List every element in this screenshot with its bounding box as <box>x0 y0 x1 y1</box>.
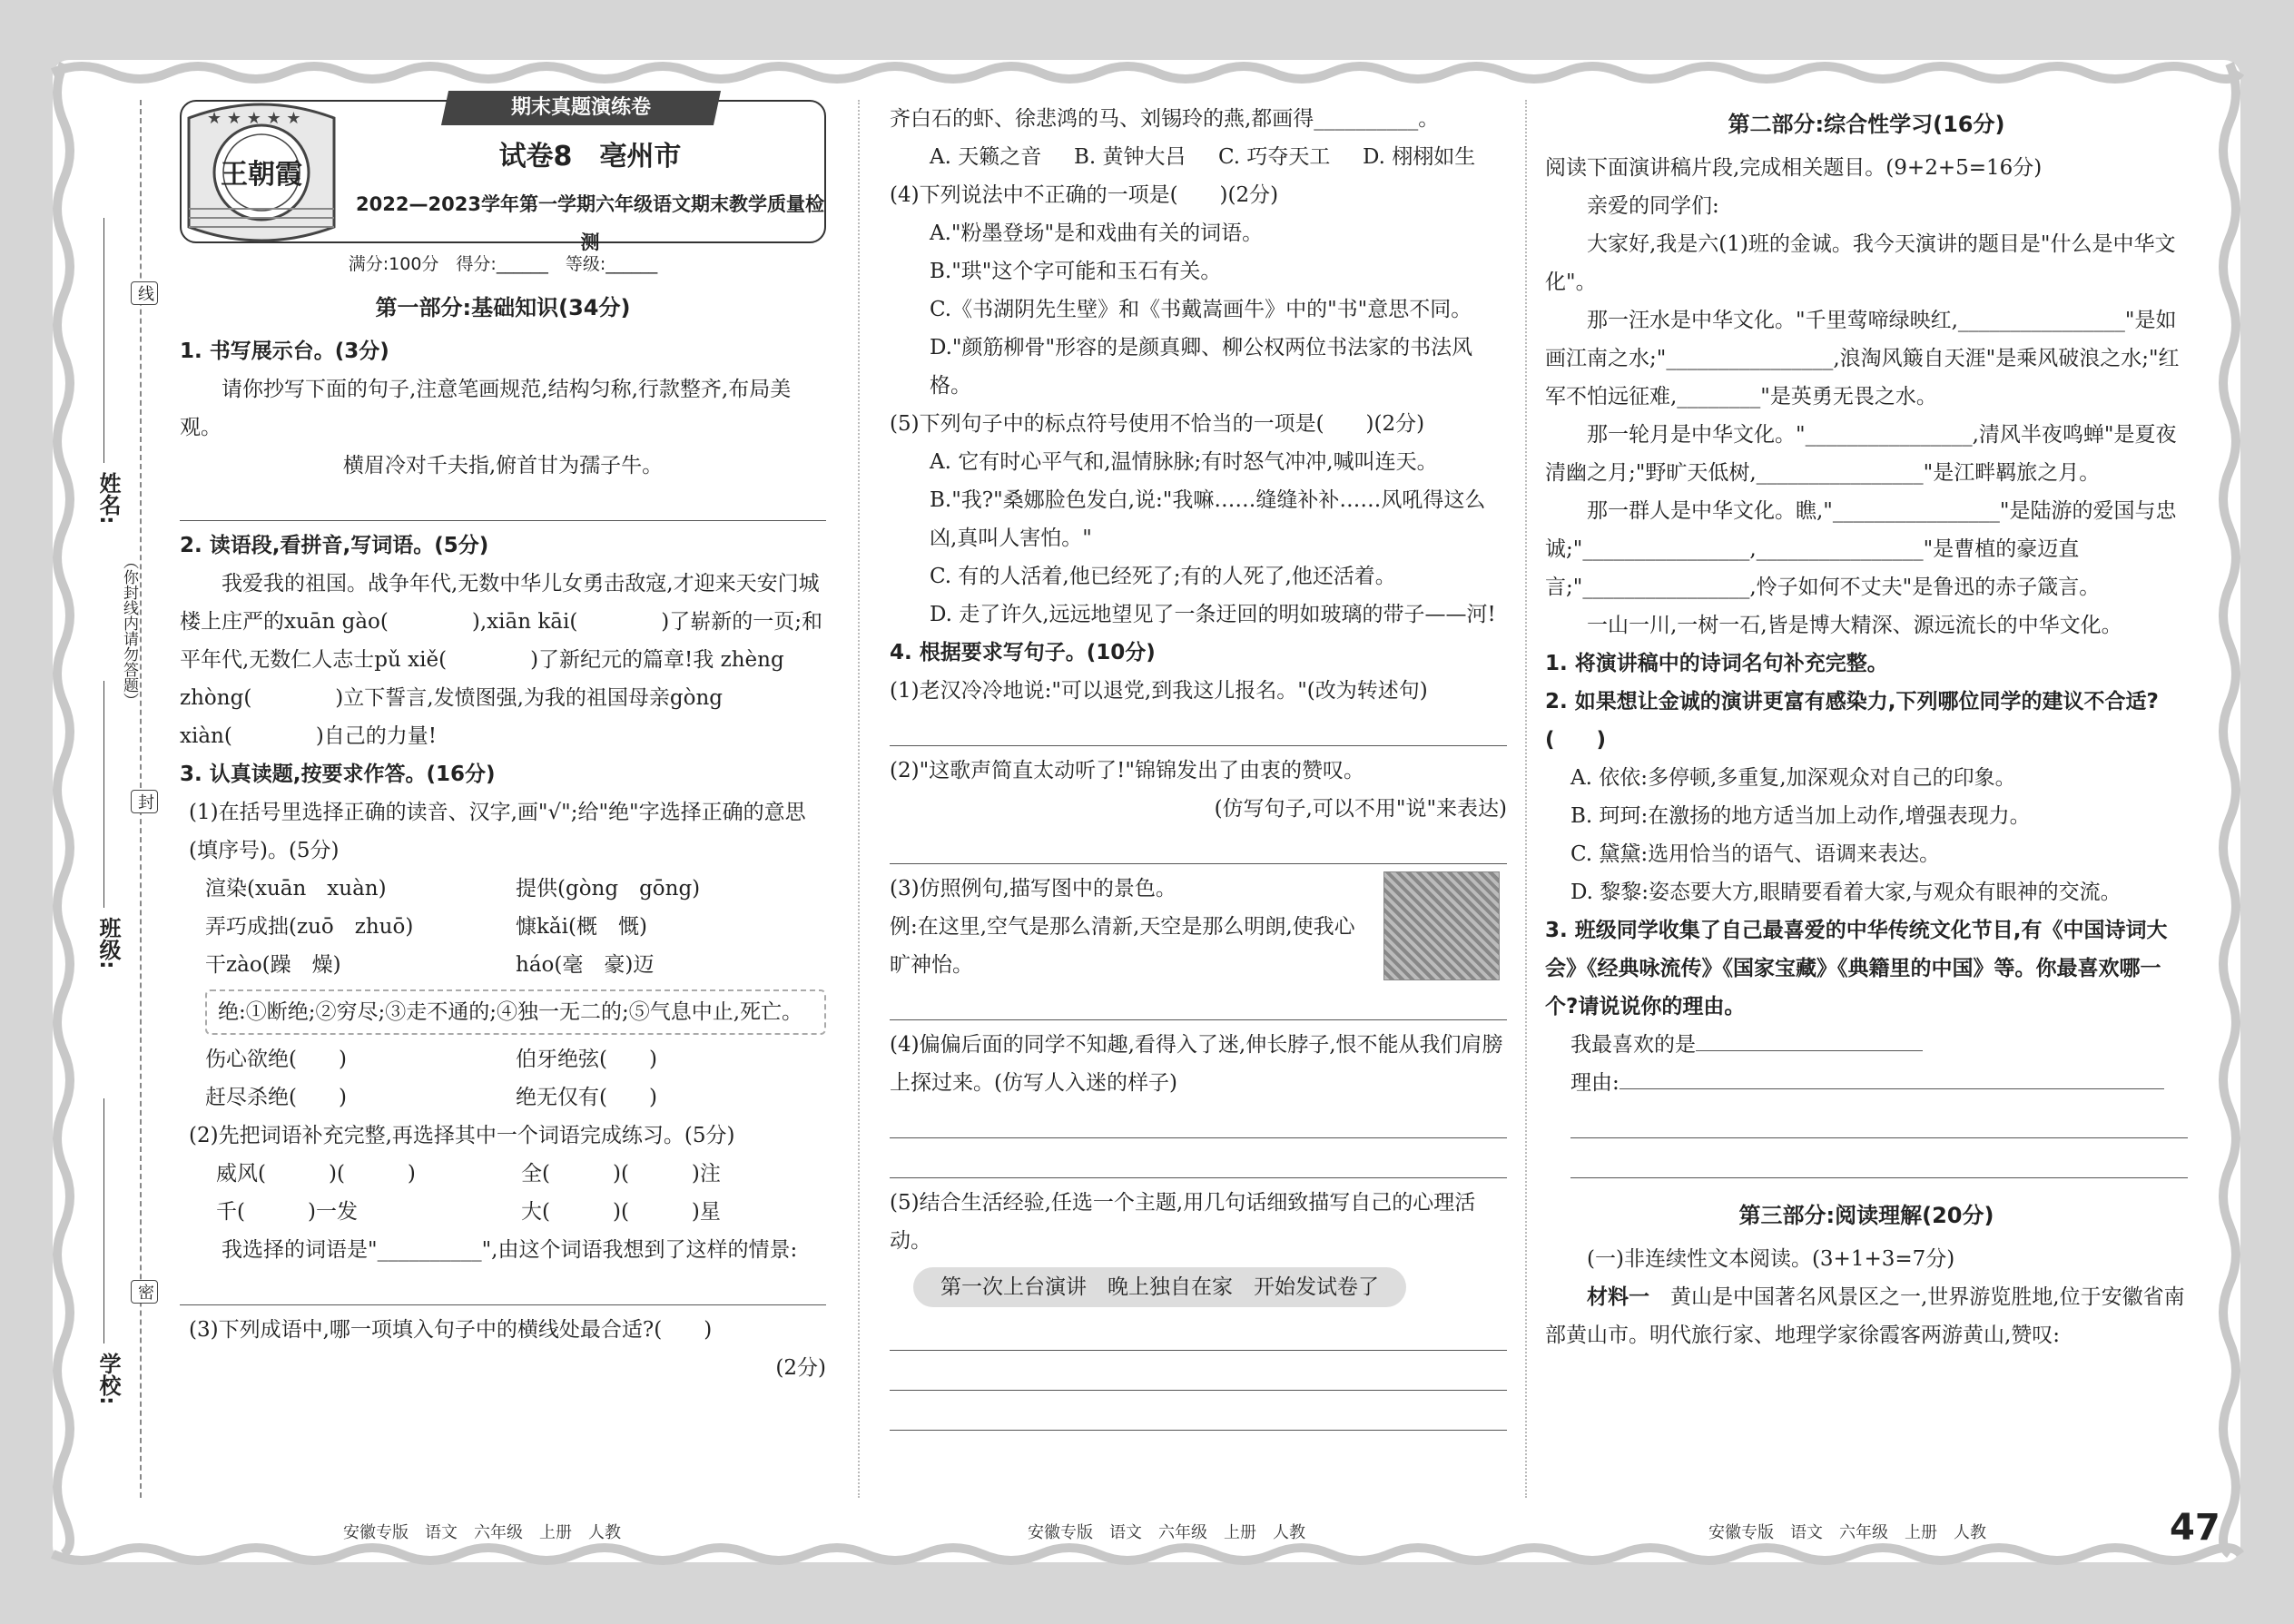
answer-line[interactable] <box>180 1271 826 1305</box>
option-a[interactable]: A. 依依:多停顿,多重复,加深观众对自己的印象。 <box>1570 766 2016 790</box>
logo-text: 王朝霞 <box>221 159 302 191</box>
reason-prompt: 理由: <box>1545 1064 2188 1102</box>
sub-question: (4)偏偏后面的同学不知趣,看得入了迷,伸长脖子,恨不能从我们肩膀上探过来。(仿写人入迷的样子) <box>890 1033 1503 1095</box>
answer-blank[interactable] <box>1620 1088 2164 1089</box>
question-title: 4. 根据要求写句子。(10分) <box>890 641 1156 664</box>
answer-line[interactable] <box>890 1396 1507 1431</box>
name-field[interactable] <box>103 218 104 463</box>
column-divider <box>858 100 860 1498</box>
choice-row <box>180 870 826 908</box>
class-field[interactable] <box>103 681 104 908</box>
speech-paragraph: 大家好,我是六(1)班的金诚。我今天演讲的题目是"什么是中华文化"。 <box>1545 232 2176 294</box>
scenery-photo <box>1383 871 1500 980</box>
column-3 <box>1545 100 2188 1354</box>
sub-question: (1)老汉冷冷地说:"可以退党,到我这儿报名。"(改为转述句) <box>890 679 1428 703</box>
fill-item[interactable]: 威风( )( ) <box>216 1162 416 1186</box>
option-d[interactable]: D."颜筋柳骨"形容的是颜真卿、柳公权两位书法家的书法风格。 <box>930 336 1473 398</box>
copy-sentence: 横眉冷对千夫指,俯首甘为孺子牛。 <box>342 454 664 477</box>
question-title: 1. 将演讲稿中的诗词名句补充完整。 <box>1545 652 1888 675</box>
choice-item[interactable]: háo(毫 豪)迈 <box>516 953 655 977</box>
option-a[interactable]: A. 天籁之音 <box>930 145 1042 169</box>
option-b[interactable]: B."我?"桑娜脸色发白,说:"我嘛……缝缝补补……风吼得这么凶,真叫人害怕。" <box>930 488 1486 550</box>
section-heading: 第一部分:基础知识(34分) <box>375 295 631 320</box>
exam-type-tab: 期末真题演练卷 <box>441 91 721 125</box>
name-label: 姓名: <box>95 472 121 525</box>
option-c[interactable]: C.《书湖阴先生壁》和《书戴嵩画牛》中的"书"意思不同。 <box>930 298 1472 321</box>
sub-question: (2)"这歌声简直太动听了!"锦锦发出了由衷的赞叹。 <box>890 759 1364 782</box>
option-d[interactable]: D. 栩栩如生 <box>1363 145 1476 169</box>
section-heading: 第三部分:阅读理解(20分) <box>1738 1203 1994 1228</box>
option-d[interactable]: D. 黎黎:姿态要大方,眼睛要看着大家,与观众有眼神的交流。 <box>1570 881 2122 904</box>
answer-line[interactable] <box>890 1316 1507 1351</box>
answer-line[interactable] <box>890 986 1507 1020</box>
publisher-logo <box>180 100 343 243</box>
fill-item[interactable]: 绝无仅有( ) <box>516 1086 657 1109</box>
answer-line[interactable] <box>890 712 1507 746</box>
word-row <box>180 1193 826 1231</box>
material-paragraph: 材料一 黄山是中国著名风景区之一,世界游览胜地,位于安徽省南部黄山市。明代旅行家、地理学家徐霞客两游黄山,赞叹: <box>1545 1284 2185 1347</box>
fill-item[interactable]: 大( )( )星 <box>521 1200 721 1224</box>
svg-text:★ ★ ★ ★ ★: ★ ★ ★ ★ ★ <box>207 109 301 128</box>
sub-question: (5)下列句子中的标点符号使用不恰当的一项是( )(2分) <box>890 412 1425 436</box>
topic-options: 第一次上台演讲 晚上独自在家 开始发试卷了 <box>913 1267 1406 1307</box>
fill-item[interactable]: 千( )一发 <box>216 1200 358 1224</box>
school-field[interactable] <box>103 1098 104 1343</box>
footer-text: 安徽专版 语文 六年级 上册 人教 <box>1028 1523 1305 1542</box>
choice-row <box>180 946 826 984</box>
answer-line[interactable] <box>1570 1104 2188 1138</box>
footer-text: 安徽专版 语文 六年级 上册 人教 <box>1708 1523 1986 1542</box>
answer-line[interactable] <box>1570 1144 2188 1178</box>
score-note: (2分) <box>775 1356 826 1380</box>
binding-mark-line: 线 <box>131 281 158 305</box>
section-heading: 第二部分:综合性学习(16分) <box>1728 112 2005 137</box>
choice-item[interactable]: 提供(gòng gōng) <box>516 877 701 901</box>
answer-blank[interactable] <box>1696 1050 1923 1051</box>
sub-section-title: (一)非连续性文本阅读。(3+1+3=7分) <box>1587 1247 1955 1271</box>
choice-row <box>180 908 826 946</box>
fill-item[interactable]: 伯牙绝弦( ) <box>516 1048 657 1071</box>
column-1 <box>180 96 826 1387</box>
binding-note: （你封线内请勿答题） <box>120 554 138 708</box>
exam-subtitle: 2022—2023学年第一学期六年级语文期末教学质量检测 <box>356 193 824 253</box>
sub-question: (2)先把词语补充完整,再选择其中一个词语完成练习。(5分) <box>189 1124 735 1147</box>
choice-item[interactable]: 干zào(躁 燥) <box>205 953 341 977</box>
reading-instruction: 阅读下面演讲稿片段,完成相关题目。(9+2+5=16分) <box>1545 156 2043 180</box>
favorite-prompt: 我最喜欢的是 <box>1545 1026 2188 1064</box>
sub-question: (4)下列说法中不正确的一项是( )(2分) <box>890 183 1279 207</box>
option-b[interactable]: B. 珂珂:在激扬的地方适当加上动作,增强表现力。 <box>1570 804 2031 828</box>
option-a[interactable]: A. 它有时心平气和,温情脉脉;有时怒气冲冲,喊叫连天。 <box>930 450 1438 474</box>
binding-strip <box>91 100 154 1498</box>
question-title: 2. 读语段,看拼音,写词语。(5分) <box>180 534 489 557</box>
instruction-note: (仿写句子,可以不用"说"来表达) <box>1214 797 1507 821</box>
option-c[interactable]: C. 黛黛:选用恰当的语气、语调来表达。 <box>1570 842 1941 866</box>
option-d[interactable]: D. 走了许久,远远地望见了一条迂回的明如玻璃的带子——河! <box>930 603 1496 626</box>
sub-question: (1)在括号里选择正确的读音、汉字,画"√";给"绝"字选择正确的意思(填序号)。(5分) <box>189 801 806 862</box>
exam-header <box>180 96 826 253</box>
speech-greeting: 亲爱的同学们: <box>1587 194 1719 218</box>
speech-paragraph: 那一群人是中华文化。瞧,"________________"是陆游的爱国与忠诚;"________________,________________"是曹植的豪迈直言;"________________,怜子如何不丈夫"是鲁迅的赤子箴言。 <box>1545 499 2177 599</box>
sub-question: (3)下列成语中,哪一项填入句子中的横线处最合适?( ) <box>189 1318 713 1342</box>
page-number: 47 <box>2170 1507 2220 1549</box>
word-row <box>180 1155 826 1193</box>
speech-paragraph: 一山一川,一树一石,皆是博大精深、源远流长的中华文化。 <box>1587 614 2122 637</box>
fill-item[interactable]: 赶尽杀绝( ) <box>205 1086 347 1109</box>
option-b[interactable]: B."珙"这个字可能和玉石有关。 <box>930 260 1222 283</box>
school-label: 学校: <box>95 1353 121 1405</box>
question-title: 3. 班级同学收集了自己最喜爱的中华传统文化节目,有《中国诗词大会》《经典咏流传》《国家宝藏》《典籍里的中国》等。你最喜欢哪一个?请说说你的理由。 <box>1545 919 2168 1019</box>
example-sentence: 例:在这里,空气是那么清新,天空是那么明朗,使我心旷神怡。 <box>890 915 1355 977</box>
choice-row <box>180 1040 826 1078</box>
question-title: 1. 书写展示台。(3分) <box>180 340 389 363</box>
answer-line[interactable] <box>890 1356 1507 1391</box>
fill-item[interactable]: 伤心欲绝( ) <box>205 1048 347 1071</box>
choice-item[interactable]: 慷kǎi(概 慨) <box>516 915 647 939</box>
fill-prompt: 我选择的词语是"__________",由这个词语我想到了这样的情景: <box>222 1238 798 1262</box>
fill-item[interactable]: 全( )( )注 <box>521 1162 721 1186</box>
question-title: 3. 认真读题,按要求作答。(16分) <box>180 763 496 786</box>
answer-line[interactable] <box>890 1144 1507 1178</box>
footer-text: 安徽专版 语文 六年级 上册 人教 <box>343 1523 621 1542</box>
answer-line[interactable] <box>890 1104 1507 1138</box>
speech-paragraph: 那一汪水是中华文化。"千里莺啼绿映红,________________"是如画江南之水;"________________,浪淘风簸自天涯"是乘风破浪之水;"红军不怕远征难,________"是英勇无畏之水。 <box>1545 309 2180 408</box>
question-title: 2. 如果想让金诚的演讲更富有感染力,下列哪位同学的建议不合适?( ) <box>1545 690 2159 752</box>
options-row <box>890 138 1507 176</box>
binding-mark-secret: 密 <box>131 1280 158 1304</box>
choice-row <box>180 1078 826 1117</box>
exam-title: 试卷8 亳州市 <box>498 141 682 172</box>
choice-item[interactable]: 弄巧成拙(zuō zhuō) <box>205 915 414 939</box>
question-sentence: 齐白石的虾、徐悲鸿的马、刘锡玲的燕,都画得__________。 <box>890 107 1440 131</box>
score-line: 满分:100分 得分:______ 等级:______ <box>348 254 658 274</box>
binding-mark-seal: 封 <box>131 790 158 813</box>
option-a[interactable]: A."粉墨登场"是和戏曲有关的词语。 <box>930 221 1264 245</box>
answer-line[interactable] <box>890 830 1507 864</box>
option-b[interactable]: B. 黄钟大吕 <box>1074 145 1186 169</box>
choice-item[interactable]: 渲染(xuān xuàn) <box>205 877 387 901</box>
sub-question: (5)结合生活经验,任选一个主题,用几句话细致描写自己的心理活动。 <box>890 1191 1476 1253</box>
class-label: 班级: <box>95 917 121 969</box>
answer-line[interactable] <box>180 487 826 521</box>
passage-text: 我爱我的祖国。战争年代,无数中华儿女勇击敌寇,才迎来天安门城楼上庄严的xuān gào( ),xiān kāi( )了崭新的一页;和平年代,无数仁人志士pǔ xiě( )了新纪元的篇章!我 zhèng zhòng( )立下誓言,发愤图强,为我的祖国母亲gòng xiàn( )自己的力量! <box>180 572 823 748</box>
option-c[interactable]: C. 巧夺天工 <box>1218 145 1331 169</box>
column-divider <box>1525 100 1527 1498</box>
option-c[interactable]: C. 有的人活着,他已经死了;有的人死了,他还活着。 <box>930 565 1396 588</box>
definition-box: 绝:①断绝;②穷尽;③走不通的;④独一无二的;⑤气息中止,死亡。 <box>205 989 826 1035</box>
speech-paragraph: 那一轮月是中华文化。"________________,清风半夜鸣蝉"是夏夜清幽之月;"野旷天低树,________________"是江畔羁旅之月。 <box>1545 423 2177 485</box>
sub-question: (3)仿照例句,描写图中的景色。 <box>890 877 1177 901</box>
question-instruction: 请你抄写下面的句子,注意笔画规范,结构匀称,行款整齐,布局美观。 <box>180 378 792 439</box>
column-2 <box>890 100 1507 1436</box>
